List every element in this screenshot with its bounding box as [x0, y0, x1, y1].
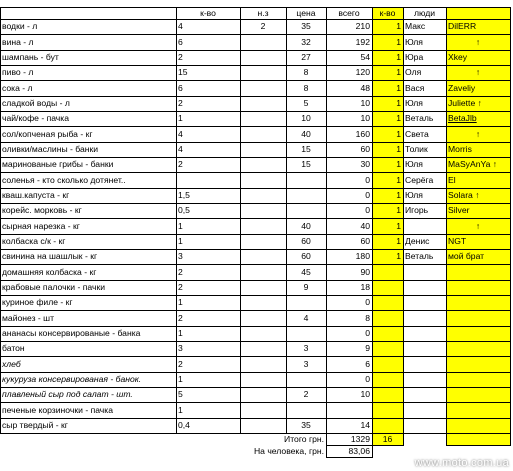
grid-col-line: [240, 7, 241, 433]
item-total: 40: [360, 220, 370, 231]
item-quantity: 2: [178, 98, 183, 108]
grid-total-line: [326, 433, 327, 457]
item-nz: [240, 310, 286, 325]
grid-col-line: [446, 7, 447, 433]
item-name: куриное филе - кг: [2, 297, 73, 308]
person-name: [403, 295, 446, 310]
item-total: 10: [360, 98, 370, 108]
item-price: 45: [301, 266, 311, 277]
item-total: 54: [360, 52, 370, 63]
grid-col-line: [286, 7, 287, 433]
item-quantity: 1: [178, 113, 183, 124]
grid-row-line: [0, 142, 511, 143]
person-count: [372, 310, 403, 325]
grid-row-line: [0, 111, 511, 112]
item-quantity: 6: [178, 82, 183, 93]
highlight-total-empty: [446, 433, 510, 445]
item-name: оливки/маслины - банки: [2, 143, 99, 154]
grid-row-line: [0, 218, 511, 219]
per-person-value: 83,06: [348, 445, 370, 456]
item-price: [286, 188, 326, 203]
item-nz: [240, 111, 286, 126]
person-count: 1: [396, 98, 401, 108]
person-name: Юля: [405, 159, 423, 170]
person-name: [403, 356, 446, 371]
person-name: Юля: [405, 98, 423, 108]
person-nick: [446, 418, 510, 433]
grid-row-line: [0, 387, 511, 388]
item-nz: [240, 80, 286, 95]
person-count: 1: [396, 205, 401, 216]
item-total: 160: [355, 128, 370, 139]
total-label: Итого грн.: [284, 433, 324, 444]
grid-row-line: [0, 341, 511, 342]
person-nick: [446, 280, 510, 295]
person-name: [403, 387, 446, 402]
grid-row-line: [0, 310, 511, 311]
item-quantity: 1: [178, 220, 183, 231]
grid-row-line: [0, 65, 511, 66]
item-nz: [240, 96, 286, 111]
grid-row-line: [0, 249, 511, 250]
item-total: 10: [360, 389, 370, 400]
item-price: 15: [301, 159, 311, 170]
item-quantity: 4: [178, 143, 183, 154]
item-total: 0: [365, 327, 370, 338]
grid-row-line: [0, 402, 511, 403]
grid-row-line: [0, 433, 511, 434]
item-total: 30: [360, 159, 370, 170]
item-quantity: [176, 172, 240, 187]
person-name: [403, 402, 446, 417]
item-nz: [240, 34, 286, 49]
person-count: 1: [396, 67, 401, 78]
person-name: Серёга: [405, 174, 434, 185]
person-nick: Solara ↑: [448, 189, 480, 200]
person-name: Игорь: [405, 205, 429, 216]
item-price: 3: [303, 343, 309, 354]
grid-total-line: [326, 445, 404, 446]
grid-row-line: [0, 264, 511, 265]
item-price: 10: [301, 113, 311, 124]
item-quantity: 1: [178, 297, 183, 308]
person-count: [372, 372, 403, 387]
person-count: 1: [396, 174, 401, 185]
item-quantity: 1: [178, 327, 183, 338]
item-total: 48: [360, 82, 370, 93]
item-name: шампань - бут: [2, 52, 59, 63]
item-nz: [240, 295, 286, 310]
item-price: [286, 172, 326, 187]
item-total: 0: [365, 189, 370, 200]
item-quantity: 0,5: [178, 205, 190, 216]
person-name: [403, 280, 446, 295]
item-total: 14: [360, 419, 370, 430]
total-count: 16: [382, 433, 393, 444]
item-quantity: 1,5: [178, 189, 190, 200]
item-nz: [240, 356, 286, 371]
item-nz: [240, 326, 286, 341]
person-name: Толик: [405, 143, 428, 154]
item-price: 15: [301, 143, 311, 154]
header-kvo2: к-во: [379, 7, 396, 18]
person-name: Веталь: [405, 251, 434, 262]
person-count: 1: [396, 52, 401, 63]
grid-row-line: [0, 157, 511, 158]
person-nick: [446, 372, 510, 387]
grid-row-line: [0, 172, 511, 173]
person-nick: [446, 341, 510, 356]
grid-row-line: [0, 50, 511, 51]
total-sum: 1329: [350, 433, 370, 444]
per-person-label: На человека, грн.: [253, 445, 324, 456]
person-name: Юля: [405, 36, 423, 47]
item-total: 9: [365, 343, 370, 354]
person-nick: ↑: [475, 220, 481, 231]
item-name: соленья - кто сколько дотянет..: [2, 174, 126, 185]
person-count: 1: [396, 220, 401, 231]
person-count: [372, 387, 403, 402]
item-total: 0: [365, 373, 370, 384]
person-count: 1: [396, 21, 401, 32]
item-nz: [240, 418, 286, 433]
item-price: 40: [301, 128, 311, 139]
item-price: [286, 295, 326, 310]
header-nz: н.з: [257, 7, 269, 18]
person-nick: ↑: [475, 128, 481, 139]
item-price: 32: [301, 36, 311, 47]
item-name: ананасы консервированые - банка: [2, 327, 141, 338]
grid-row-line: [0, 326, 511, 327]
item-quantity: 6: [178, 36, 183, 47]
grid-top: [0, 7, 511, 8]
grid-col-line: [326, 7, 327, 433]
item-nz: [240, 234, 286, 249]
person-count: [372, 402, 403, 417]
person-name: [403, 372, 446, 387]
item-quantity: 4: [178, 128, 183, 139]
item-name: вина - л: [2, 36, 34, 47]
item-price: 9: [303, 281, 309, 292]
item-total: 0: [365, 205, 370, 216]
item-nz: [240, 387, 286, 402]
grid-col-line: [0, 7, 1, 433]
grid-row-line: [0, 188, 511, 189]
grid-total-line: [510, 433, 511, 445]
item-total: 8: [365, 312, 370, 323]
person-nick: [446, 387, 510, 402]
person-count: [372, 280, 403, 295]
item-total: 60: [360, 235, 370, 246]
item-quantity: 2: [178, 281, 183, 292]
person-count: [372, 264, 403, 279]
item-total: 120: [355, 67, 370, 78]
person-name: Веталь: [405, 113, 434, 124]
item-total: 18: [360, 281, 370, 292]
person-nick: Silver: [448, 205, 470, 216]
item-total: 192: [355, 36, 370, 47]
grid-row-line: [0, 295, 511, 296]
item-name: крабовые палочки - пачки: [2, 281, 106, 292]
person-nick: [446, 402, 510, 417]
person-count: 1: [396, 128, 401, 139]
header-people: люди: [413, 7, 436, 18]
person-name: Вася: [405, 82, 425, 93]
person-nick: DilERR: [448, 21, 477, 32]
person-count: [372, 295, 403, 310]
person-name: [403, 264, 446, 279]
item-quantity: 3: [178, 251, 183, 262]
item-quantity: 15: [178, 67, 188, 78]
item-nz: 2: [260, 21, 266, 32]
item-name: маринованые грибы - банки: [2, 159, 114, 170]
item-name: корейс. морковь - кг: [2, 205, 82, 216]
item-price: 35: [301, 21, 311, 32]
person-count: 1: [396, 113, 401, 124]
person-count: 1: [396, 251, 401, 262]
item-name: сыр твердый - кг: [2, 419, 68, 430]
person-name: Макс: [405, 21, 426, 32]
person-name: Юля: [405, 189, 423, 200]
item-name: плавленый сыр под салат - шт.: [2, 389, 133, 400]
header-kvo: к-во: [200, 7, 216, 18]
item-name: сырная нарезка - кг: [2, 220, 80, 231]
item-price: 60: [301, 251, 311, 262]
item-name: кваш.капуста - кг: [2, 189, 70, 200]
item-quantity: 2: [178, 52, 183, 63]
grid-total-line: [446, 433, 447, 445]
item-price: [286, 203, 326, 218]
item-quantity: 2: [178, 159, 183, 170]
item-nz: [240, 188, 286, 203]
item-price: 2: [303, 389, 309, 400]
item-price: [286, 372, 326, 387]
item-price: 40: [301, 220, 311, 231]
item-price: 4: [303, 312, 309, 323]
item-quantity: 1: [178, 235, 183, 246]
item-name: сол/копченая рыба - кг: [2, 128, 93, 139]
item-nz: [240, 249, 286, 264]
item-name: батон: [2, 343, 25, 354]
person-name: [403, 326, 446, 341]
person-name: [403, 341, 446, 356]
person-nick: [446, 264, 510, 279]
person-nick: [446, 326, 510, 341]
person-nick: Juliette ↑: [448, 98, 482, 108]
item-name: колбаска с/к - кг: [2, 235, 66, 246]
item-nz: [240, 341, 286, 356]
person-count: [372, 326, 403, 341]
item-quantity: 5: [178, 389, 183, 400]
item-quantity: 0,4: [178, 419, 190, 430]
item-quantity: 2: [178, 358, 183, 369]
item-price: 60: [301, 235, 311, 246]
item-name: свинина на шашлык - кг: [2, 251, 98, 262]
item-total: 90: [360, 266, 370, 277]
item-total: [326, 402, 372, 417]
item-nz: [240, 402, 286, 417]
person-nick: ↑: [475, 36, 481, 47]
grid-total-line: [372, 433, 373, 457]
item-nz: [240, 65, 286, 80]
item-name: сладкой воды - л: [2, 98, 70, 108]
item-name: сока - л: [2, 82, 33, 93]
item-price: 8: [303, 82, 309, 93]
person-name: Денис: [405, 235, 430, 246]
grid-col-line: [510, 7, 511, 433]
item-name: пиво - л: [2, 67, 34, 78]
person-nick: [446, 356, 510, 371]
item-quantity: 3: [178, 343, 183, 354]
person-nick: El: [448, 174, 456, 185]
grid-row-line: [0, 96, 511, 97]
person-nick: [446, 295, 510, 310]
grid-row-line: [0, 234, 511, 235]
person-count: [372, 356, 403, 371]
item-name: водки - л: [2, 21, 38, 32]
item-quantity: 4: [178, 21, 183, 32]
grid-header-bottom: [0, 19, 511, 20]
highlight-header: [446, 7, 510, 19]
item-quantity: 1: [178, 404, 183, 415]
grid-row-line: [0, 80, 511, 81]
grid-col-line: [176, 7, 177, 433]
item-price: 8: [303, 67, 309, 78]
person-count: [372, 418, 403, 433]
grid-row-line: [0, 280, 511, 281]
item-name: домашняя колбаска - кг: [2, 266, 97, 277]
item-name: кукуруза консервированая - банок.: [2, 373, 142, 384]
item-nz: [240, 157, 286, 172]
item-price: [286, 402, 326, 417]
item-price: 27: [301, 52, 311, 63]
item-nz: [240, 172, 286, 187]
person-count: 1: [396, 189, 401, 200]
person-nick: [446, 310, 510, 325]
person-nick: NGT: [448, 235, 467, 246]
person-nick: MaSyAnYa ↑: [448, 159, 498, 170]
person-count: 1: [396, 159, 401, 170]
item-quantity: 2: [178, 266, 183, 277]
grid-row-line: [0, 418, 511, 419]
person-name: [403, 418, 446, 433]
item-quantity: 1: [178, 373, 183, 384]
person-nick: Xkey: [448, 52, 468, 63]
item-name: хлеб: [2, 358, 21, 369]
header-price: цена: [296, 7, 316, 18]
person-name: Оля: [405, 67, 422, 78]
item-total: 0: [365, 174, 370, 185]
item-price: 35: [301, 419, 311, 430]
grid-row-line: [0, 372, 511, 373]
item-nz: [240, 203, 286, 218]
person-count: 1: [396, 235, 401, 246]
item-total: 210: [355, 21, 370, 32]
item-total: 60: [360, 143, 370, 154]
item-total: 0: [365, 297, 370, 308]
item-quantity: 2: [178, 312, 183, 323]
person-count: 1: [396, 143, 401, 154]
grid-row-line: [0, 203, 511, 204]
person-name: Юра: [405, 52, 424, 63]
person-nick: мой брат: [448, 251, 485, 262]
item-nz: [240, 280, 286, 295]
item-nz: [240, 126, 286, 141]
person-nick: ↑: [475, 67, 481, 78]
item-name: майонез - шт: [2, 312, 55, 323]
item-name: печеные корзиночки - пачка: [2, 404, 114, 415]
person-count: [372, 341, 403, 356]
person-nick: BetaJlb: [448, 113, 477, 124]
item-total: 180: [355, 251, 370, 262]
item-total: 6: [365, 358, 370, 369]
person-name: Света: [405, 128, 429, 139]
item-total: 10: [360, 113, 370, 124]
grid-total-line: [446, 445, 511, 446]
item-price: 5: [303, 98, 309, 108]
item-price: 3: [303, 358, 309, 369]
watermark: www.moto.com.ua: [414, 457, 509, 469]
person-nick: Zaveliy: [448, 82, 476, 93]
item-nz: [240, 264, 286, 279]
grid-col-line: [372, 7, 373, 433]
grid-total-line: [326, 457, 373, 458]
header-total: всего: [338, 7, 360, 18]
person-count: 1: [396, 82, 401, 93]
person-name: [403, 310, 446, 325]
item-nz: [240, 372, 286, 387]
person-name: [403, 218, 446, 233]
grid-row-line: [0, 126, 511, 127]
item-name: чай/кофе - пачка: [2, 113, 70, 124]
grid-row-line: [0, 34, 511, 35]
grid-col-line: [403, 7, 404, 433]
grid-row-line: [0, 356, 511, 357]
item-nz: [240, 142, 286, 157]
item-nz: [240, 218, 286, 233]
person-nick: Morris: [448, 143, 472, 154]
item-nz: [240, 50, 286, 65]
item-price: [286, 326, 326, 341]
grid-total-line: [403, 433, 404, 445]
person-count: 1: [396, 36, 401, 47]
